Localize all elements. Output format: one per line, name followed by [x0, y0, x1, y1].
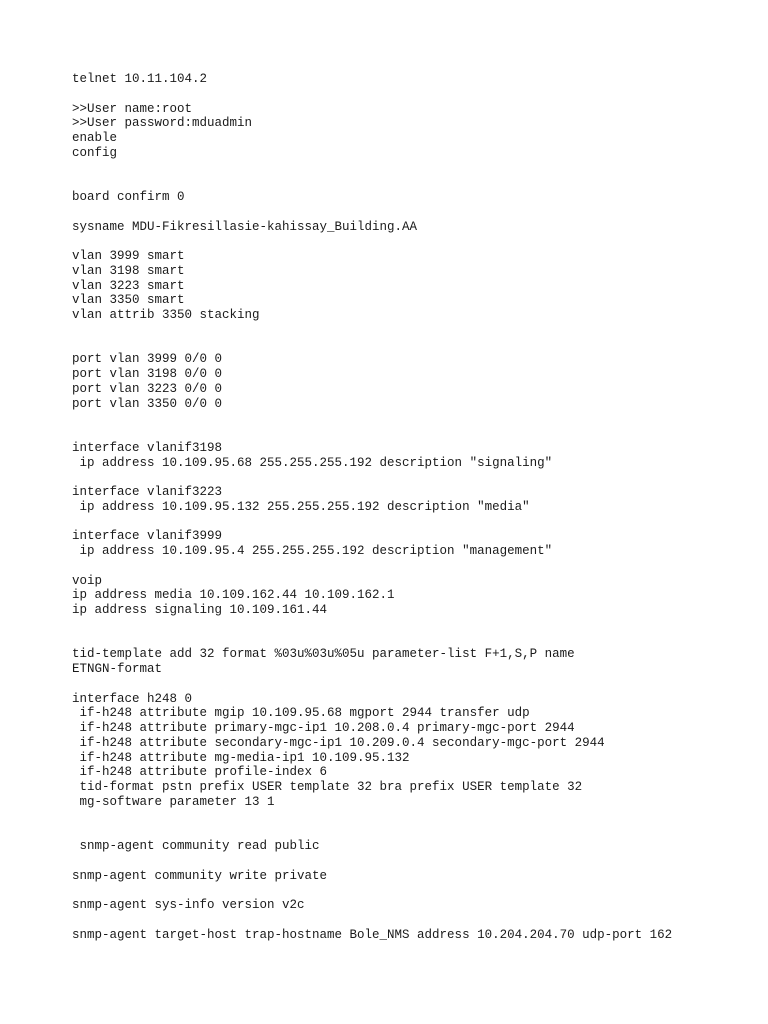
config-line: port vlan 3198 0/0 0	[72, 367, 223, 381]
config-line: vlan 3999 smart	[72, 249, 185, 263]
config-line: if-h248 attribute mg-media-ip1 10.109.95.132	[72, 750, 410, 765]
config-line: >>User name:root	[72, 101, 193, 116]
config-line: vlan 3350 smart	[72, 293, 185, 308]
config-line: board confirm 0	[72, 190, 185, 204]
blank-line	[72, 175, 752, 190]
config-line: mg-software parameter 13 1	[72, 794, 275, 809]
config-line: telnet 10.11.104.2	[72, 72, 208, 86]
config-line: ip address 10.109.95.132 255.255.255.192 description "media"	[72, 499, 530, 514]
config-line: config	[72, 145, 118, 160]
config-line: sysname MDU-Fikresillasie-kahissay_Building.AA	[72, 219, 418, 234]
config-line: if-h248 attribute mgip 10.109.95.68 mgport 2944 transfer udp	[72, 706, 530, 721]
config-line: port vlan 3350 0/0 0	[72, 396, 223, 411]
config-line: snmp-agent target-host trap-hostname Bole_NMS address 10.204.204.70 udp-port 162	[72, 927, 673, 942]
config-line: if-h248 attribute primary-mgc-ip1 10.208.0.4 primary-mgc-port 2944	[72, 721, 575, 735]
blank-line	[72, 854, 752, 869]
blank-line	[72, 677, 752, 692]
config-line: interface vlanif3999	[72, 529, 223, 544]
config-line: enable	[72, 131, 118, 145]
config-line: ip address 10.109.95.68 255.255.255.192 description "signaling"	[72, 455, 553, 470]
config-line: tid-format pstn prefix USER template 32 bra prefix USER template 32	[72, 780, 583, 794]
config-line: interface h248 0	[72, 691, 193, 706]
blank-line	[72, 87, 752, 102]
config-line: ETNGN-format	[72, 662, 163, 676]
config-line: snmp-agent community write private	[72, 868, 328, 883]
blank-line	[72, 411, 752, 426]
blank-line	[72, 338, 752, 353]
blank-line	[72, 559, 752, 574]
config-line: ip address signaling 10.109.161.44	[72, 603, 328, 617]
blank-line	[72, 234, 752, 249]
blank-line	[72, 470, 752, 485]
config-line: vlan 3223 smart	[72, 278, 185, 293]
config-line: vlan attrib 3350 stacking	[72, 308, 260, 322]
config-line: interface vlanif3198	[72, 440, 223, 455]
config-line: ip address media 10.109.162.44 10.109.162.1	[72, 588, 395, 603]
config-line: port vlan 3999 0/0 0	[72, 352, 223, 367]
blank-line	[72, 824, 752, 839]
config-text-block	[72, 72, 752, 942]
config-line: if-h248 attribute secondary-mgc-ip1 10.209.0.4 secondary-mgc-port 2944	[72, 735, 605, 750]
config-line: snmp-agent community read public	[72, 839, 320, 853]
config-line: >>User password:mduadmin	[72, 116, 253, 131]
blank-line	[72, 618, 752, 633]
blank-line	[72, 161, 752, 176]
config-line: vlan 3198 smart	[72, 263, 185, 278]
blank-line	[72, 426, 752, 441]
config-line: snmp-agent sys-info version v2c	[72, 898, 305, 912]
blank-line	[72, 810, 752, 825]
blank-line	[72, 883, 752, 898]
config-line: ip address 10.109.95.4 255.255.255.192 description "management"	[72, 544, 553, 558]
blank-line	[72, 205, 752, 220]
blank-line	[72, 323, 752, 338]
config-line: interface vlanif3223	[72, 485, 223, 499]
config-line: port vlan 3223 0/0 0	[72, 381, 223, 396]
blank-line	[72, 515, 752, 530]
blank-line	[72, 633, 752, 648]
config-line: if-h248 attribute profile-index 6	[72, 765, 328, 780]
config-line: tid-template add 32 format %03u%03u%05u parameter-list F+1,S,P name	[72, 647, 575, 662]
config-line: voip	[72, 573, 103, 588]
blank-line	[72, 913, 752, 928]
